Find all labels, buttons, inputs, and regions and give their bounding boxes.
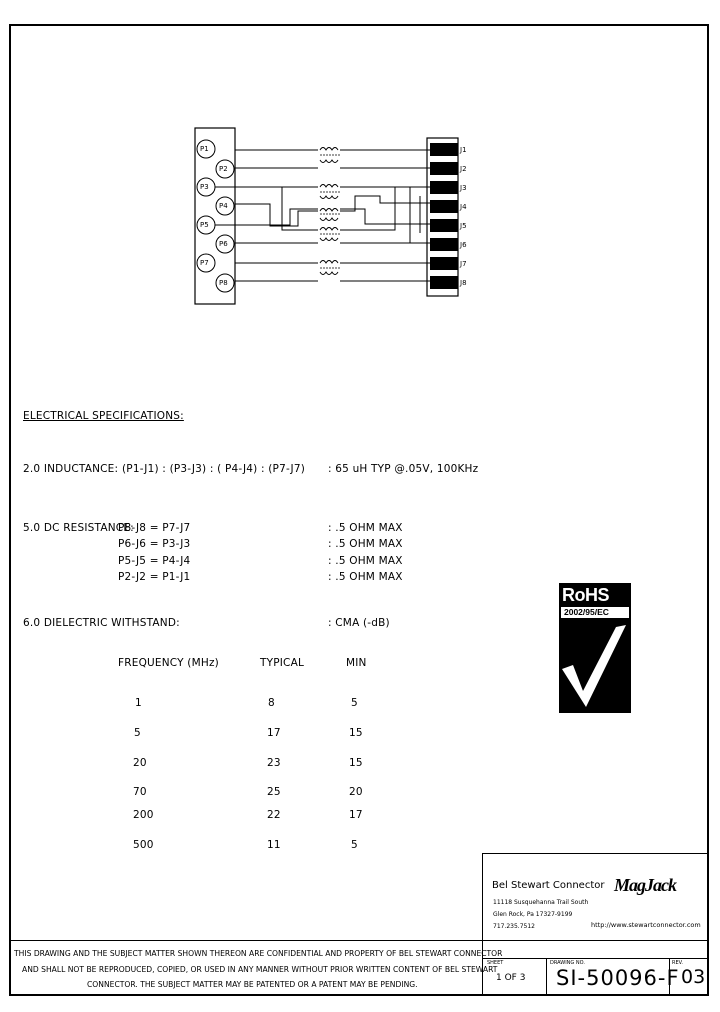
dielectric-label: 6.0 DIELECTRIC WITHSTAND:: [23, 617, 180, 629]
title-divider: [482, 958, 709, 959]
table-cell: 20: [133, 757, 147, 769]
pin-label-j8: J8: [460, 279, 467, 287]
pin-label-j2: J2: [460, 165, 467, 173]
notice-line: AND SHALL NOT BE REPRODUCED, COPIED, OR USED IN ANY MANNER WITHOUT PRIOR WRITTEN CONTENT OF BEL STEWART: [22, 965, 498, 974]
notice-line: CONNECTOR. THE SUBJECT MATTER MAY BE PATENTED OR A PATENT MAY BE PENDING.: [87, 980, 418, 989]
table-cell: 17: [267, 727, 281, 739]
drawing-no-label: DRAWING NO.: [550, 960, 585, 966]
pin-label-j7: J7: [460, 260, 467, 268]
pin-label-p4: P4: [219, 202, 228, 210]
pin-label-p7: P7: [200, 259, 209, 267]
drawing-no-value: SI-50096-F: [556, 966, 680, 990]
j-pad: [430, 181, 458, 194]
rev-value: 03: [681, 966, 706, 988]
schematic-diagram: [0, 0, 720, 320]
dc-resistance-label: 5.0 DC RESISTANCE:: [23, 522, 134, 534]
sheet-value: 1 OF 3: [496, 973, 526, 983]
dc-pair: P6-J6 = P3-J3: [118, 538, 191, 550]
j-pad: [430, 276, 458, 289]
pin-label-j6: J6: [460, 241, 467, 249]
pin-label-p8: P8: [219, 279, 228, 287]
sheet-label: SHEET: [487, 960, 504, 966]
pin-label-j4: J4: [460, 203, 467, 211]
dc-value: : .5 OHM MAX: [328, 522, 403, 534]
inductance-pairs: (P1-J1) : (P3-J3) : ( P4-J4) : (P7-J7): [122, 463, 305, 475]
table-cell: 25: [267, 786, 281, 798]
dc-pair: P5-J5 = P4-J4: [118, 555, 191, 567]
j-pad: [430, 238, 458, 251]
title-divider: [9, 940, 709, 941]
spec-heading: ELECTRICAL SPECIFICATIONS:: [23, 410, 184, 422]
table-header-typical: TYPICAL: [260, 657, 305, 669]
table-cell: 22: [267, 809, 281, 821]
transformer-coils: [320, 148, 338, 275]
wiring: [215, 150, 430, 281]
rohs-title: RoHS: [562, 585, 609, 605]
company-name: Bel Stewart Connector: [492, 880, 605, 891]
core-lines: [320, 155, 340, 268]
table-cell: 5: [351, 839, 358, 851]
table-cell: 500: [133, 839, 154, 851]
j-connector-body: [427, 138, 458, 296]
table-cell: 11: [267, 839, 281, 851]
table-cell: 5: [351, 697, 358, 709]
table-cell: 15: [349, 757, 363, 769]
table-cell: 70: [133, 786, 147, 798]
j-pad: [430, 143, 458, 156]
dc-value: : .5 OHM MAX: [328, 571, 403, 583]
table-cell: 8: [268, 697, 275, 709]
pin-label-p2: P2: [219, 165, 228, 173]
inductance-label: 2.0 INDUCTANCE:: [23, 463, 119, 475]
notice-line: THIS DRAWING AND THE SUBJECT MATTER SHOWN THEREON ARE CONFIDENTIAL AND PROPERTY OF BEL STEWART CONNECTOR: [14, 949, 503, 958]
pin-label-p5: P5: [200, 221, 209, 229]
pin-label-p1: P1: [200, 145, 209, 153]
j-pad: [430, 162, 458, 175]
title-divider: [546, 958, 547, 996]
pin-label-j5: J5: [460, 222, 467, 230]
table-cell: 200: [133, 809, 154, 821]
rohs-logo: [559, 583, 631, 713]
rohs-directive: 2002/95/EC: [564, 607, 609, 617]
table-cell: 5: [134, 727, 141, 739]
dielectric-value: : CMA (-dB): [328, 617, 390, 629]
j-pad: [430, 219, 458, 232]
pin-label-j1: J1: [460, 146, 467, 154]
pin-label-p3: P3: [200, 183, 209, 191]
j-pad: [430, 257, 458, 270]
j-pad: [430, 200, 458, 213]
table-cell: 20: [349, 786, 363, 798]
pin-label-p6: P6: [219, 240, 228, 248]
inductance-value: : 65 uH TYP @.05V, 100KHz: [328, 463, 479, 475]
pin-label-j3: J3: [460, 184, 467, 192]
table-cell: 17: [349, 809, 363, 821]
address-line: 717.235.7512: [493, 923, 535, 930]
magjack-logo: MagJack: [614, 875, 676, 895]
table-header-frequency: FREQUENCY (MHz): [118, 657, 219, 669]
table-cell: 1: [135, 697, 142, 709]
website-link[interactable]: http://www.stewartconnector.com: [591, 921, 701, 929]
address-line: Glen Rock, Pa 17327-9199: [493, 911, 573, 918]
checkmark-icon: [559, 621, 631, 711]
dc-value: : .5 OHM MAX: [328, 538, 403, 550]
address-line: 11118 Susquehanna Trail South: [493, 899, 589, 906]
dc-pair: P2-J2 = P1-J1: [118, 571, 191, 583]
rev-label: REV.: [672, 960, 683, 966]
table-header-min: MIN: [346, 657, 367, 669]
dc-value: : .5 OHM MAX: [328, 555, 403, 567]
table-cell: 15: [349, 727, 363, 739]
dc-pair: P8-J8 = P7-J7: [118, 522, 191, 534]
table-cell: 23: [267, 757, 281, 769]
